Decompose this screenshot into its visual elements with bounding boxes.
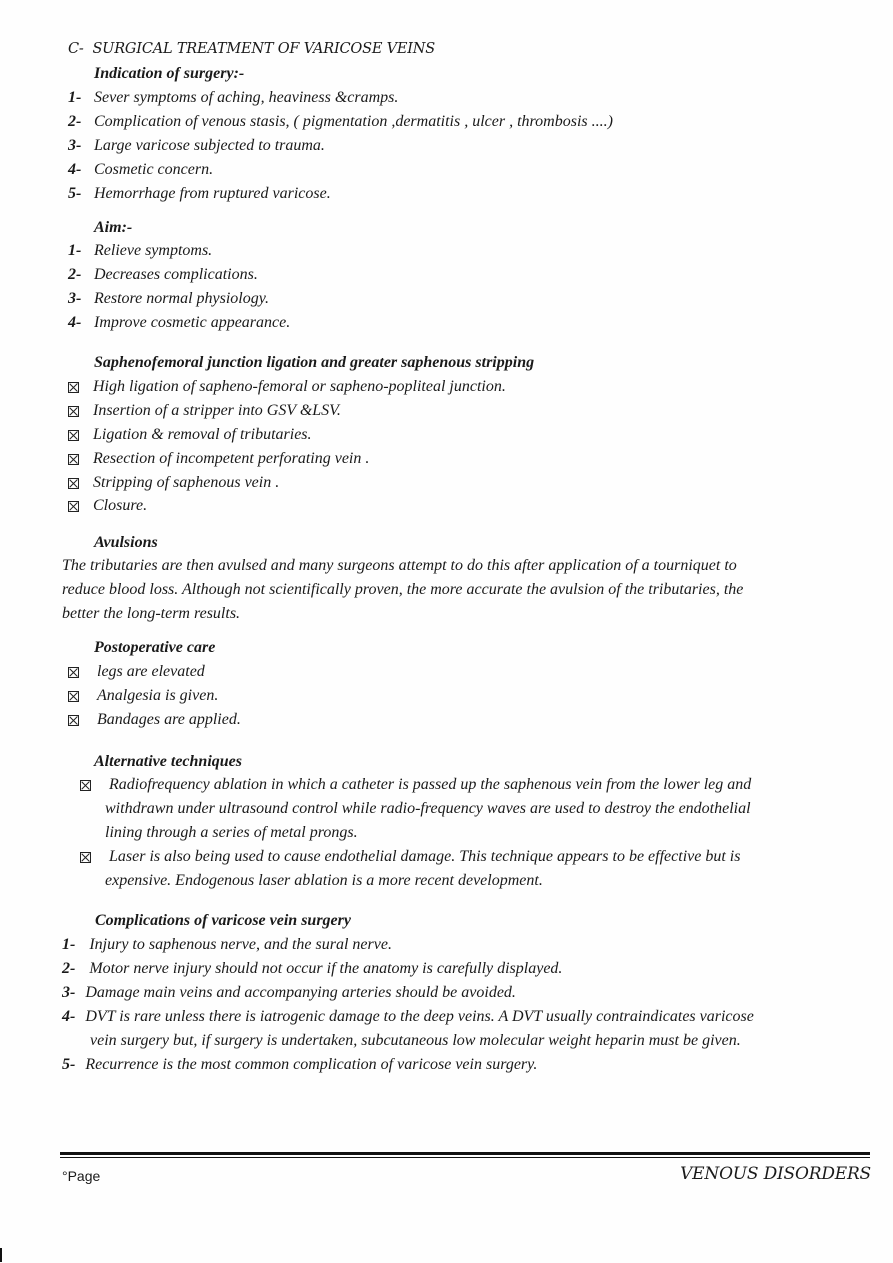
- scan-mark: [0, 1248, 2, 1262]
- item-text: Closure.: [93, 497, 148, 514]
- item-number: 2-: [68, 113, 82, 130]
- item-text: Injury to saphenous nerve, and the sural nerve.: [89, 936, 392, 953]
- paragraph-line: better the long-term results.: [62, 605, 241, 622]
- item-number: 4-: [68, 161, 82, 178]
- item-number: 1-: [62, 936, 76, 953]
- item-text: Motor nerve injury should not occur if the anatomy is carefully displayed.: [89, 960, 563, 977]
- item-text: Cosmetic concern.: [94, 161, 214, 178]
- item-text: Insertion of a stripper into GSV &LSV.: [93, 402, 341, 419]
- paragraph-line: reduce blood loss. Although not scientifically proven, the more accurate the avulsion of the tributaries, the: [62, 581, 744, 598]
- footer-title: VENOUS DISORDERS: [680, 1164, 871, 1184]
- postop-title: Postoperative care: [94, 639, 216, 656]
- paragraph-line: Laser is also being used to cause endothelial damage. This technique appears to be effective but is: [109, 848, 741, 865]
- item-text: Restore normal physiology.: [94, 290, 269, 307]
- list-item: [62, 935, 392, 955]
- item-text: DVT is rare unless there is iatrogenic damage to the deep veins. A DVT usually contraindicates varicose: [85, 1008, 754, 1025]
- item-number: 5-: [62, 1056, 76, 1073]
- item-number: 4-: [68, 314, 82, 331]
- footer-page-label: °Page: [62, 1168, 101, 1184]
- footer-rule-thick: [60, 1152, 870, 1155]
- footer-rule-thin: [60, 1157, 870, 1158]
- list-item: [62, 983, 516, 1003]
- avulsions-title: Avulsions: [94, 534, 158, 551]
- indication-title: Indication of surgery:-: [94, 65, 245, 82]
- paragraph-line: Radiofrequency ablation in which a catheter is passed up the saphenous vein from the lower leg and: [109, 776, 752, 793]
- paragraph-line: lining through a series of metal prongs.: [105, 824, 358, 841]
- item-text: Relieve symptoms.: [94, 242, 213, 259]
- item-text: Hemorrhage from ruptured varicose.: [94, 185, 331, 202]
- paragraph-line: The tributaries are then avulsed and many surgeons attempt to do this after application of a tourniquet to: [62, 557, 737, 574]
- item-number: 2-: [62, 960, 76, 977]
- list-item: [62, 959, 562, 979]
- item-text-continued: vein surgery but, if surgery is undertaken, subcutaneous low molecular weight heparin must be given.: [90, 1032, 741, 1049]
- alternative-title: Alternative techniques: [94, 753, 242, 770]
- paragraph-line: expensive. Endogenous laser ablation is a more recent development.: [105, 872, 543, 889]
- item-text: Resection of incompetent perforating vein .: [93, 450, 370, 467]
- item-text: Recurrence is the most common complication of varicose vein surgery.: [85, 1056, 538, 1073]
- item-number: 3-: [62, 984, 76, 1001]
- item-text: Sever symptoms of aching, heaviness &cramps.: [94, 89, 399, 106]
- item-text: Ligation & removal of tributaries.: [93, 426, 312, 443]
- item-number: 2-: [68, 266, 82, 283]
- section-title: SURGICAL TREATMENT OF VARICOSE VEINS: [92, 41, 436, 57]
- item-text: Large varicose subjected to trauma.: [94, 137, 325, 154]
- item-text: Bandages are applied.: [97, 711, 241, 728]
- item-number: 1-: [68, 242, 82, 259]
- item-text: Complication of venous stasis, ( pigmentation ,dermatitis , ulcer , thrombosis ....): [94, 113, 613, 130]
- section-prefix: C-: [68, 41, 84, 57]
- item-text: Improve cosmetic appearance.: [94, 314, 291, 331]
- list-item: [62, 1055, 537, 1075]
- item-number: 4-: [62, 1008, 76, 1025]
- list-item: [62, 1007, 754, 1027]
- item-text: Analgesia is given.: [97, 687, 219, 704]
- item-number: 5-: [68, 185, 82, 202]
- item-text: legs are elevated: [97, 663, 205, 680]
- complications-title: Complications of varicose vein surgery: [95, 912, 351, 929]
- paragraph-line: withdrawn under ultrasound control while radio-frequency waves are used to destroy the endothelial: [105, 800, 751, 817]
- item-number: 3-: [68, 137, 82, 154]
- item-text: High ligation of sapheno-femoral or sapheno-popliteal junction.: [93, 378, 506, 395]
- ligation-title: Saphenofemoral junction ligation and greater saphenous stripping: [94, 354, 535, 371]
- item-number: 1-: [68, 89, 82, 106]
- item-number: 3-: [68, 290, 82, 307]
- aim-title: Aim:-: [94, 219, 133, 236]
- item-text: Damage main veins and accompanying arteries should be avoided.: [85, 984, 516, 1001]
- item-text: Stripping of saphenous vein .: [93, 474, 280, 491]
- item-text: Decreases complications.: [94, 266, 258, 283]
